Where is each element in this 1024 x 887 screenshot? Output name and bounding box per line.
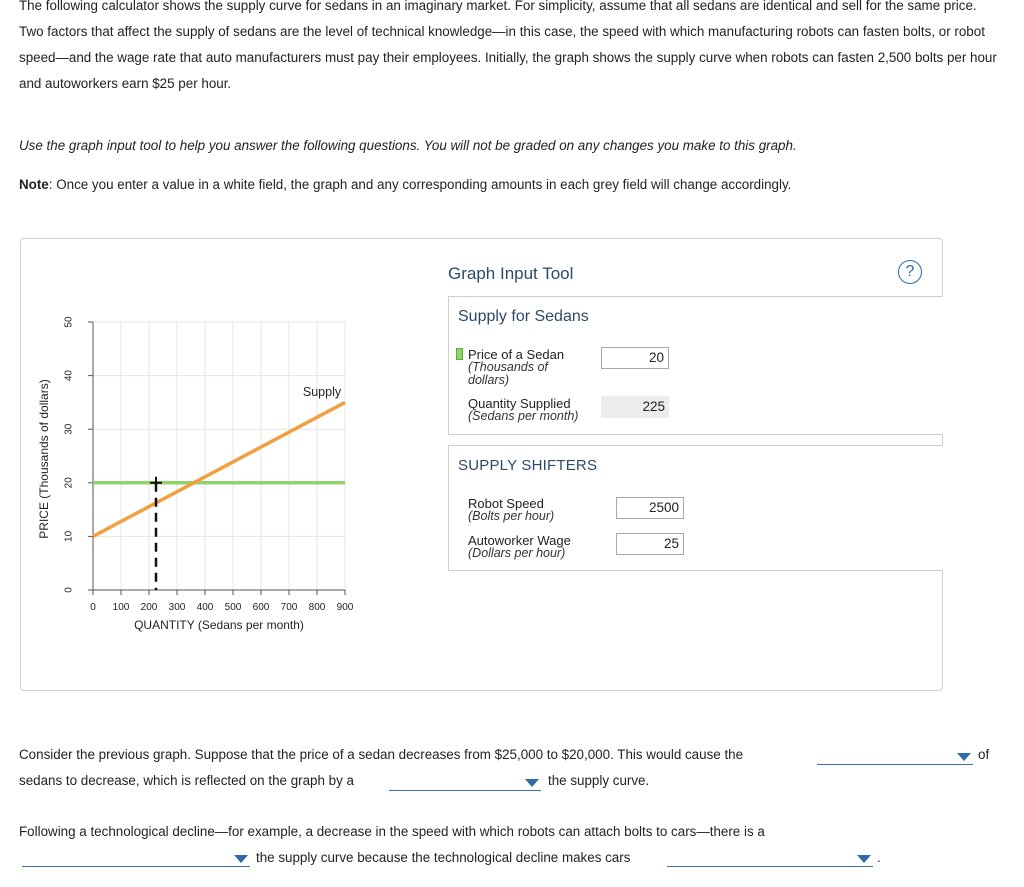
question1-text-part4: the supply curve. (548, 773, 650, 788)
y-tick-label: 20 (63, 477, 75, 489)
note-text (19, 177, 1004, 192)
x-tick-label: 400 (196, 602, 214, 613)
supply-for-sedans-title: Supply for Sedans (458, 308, 589, 325)
question1-text-part3: sedans to decrease, which is reflected on the graph by a (19, 773, 354, 788)
x-tick-label: 700 (280, 602, 298, 613)
x-tick-label: 300 (168, 602, 186, 613)
question2-text-part2: the supply curve because the technological decline makes cars (256, 850, 631, 865)
supply-curve-label: Supply (302, 385, 342, 399)
chevron-down-icon (525, 779, 539, 787)
question-circle-icon[interactable]: ? (898, 260, 922, 284)
supply-shifters-title: SUPPLY SHIFTERS (458, 457, 598, 474)
question2-dropdown-1[interactable] (22, 850, 250, 867)
price-label: Price of a Sedan (468, 347, 565, 362)
autoworker-wage-unit: (Dollars per hour) (468, 546, 566, 560)
question2-text-part1: Following a technological decline—for example, a decrease in the speed with which robots can attach bolts to cars—there is a (19, 824, 765, 839)
x-tick-label: 200 (140, 602, 158, 613)
x-tick-label: 800 (308, 602, 326, 613)
chevron-down-icon (957, 753, 971, 761)
y-tick-label: 0 (63, 587, 75, 593)
x-tick-label: 600 (252, 602, 270, 613)
question1-text-part2: of (978, 747, 990, 762)
chevron-down-icon (857, 855, 871, 863)
y-tick-label: 30 (63, 423, 75, 435)
question2-dropdown-2[interactable] (667, 850, 873, 867)
price-unit-line1: (Thousands of (468, 360, 548, 374)
question1-dropdown-2[interactable] (389, 774, 541, 791)
quantity-supplied-label: Quantity Supplied (468, 396, 571, 411)
question1-text-part1: Consider the previous graph. Suppose that the price of a sedan decreases from $25,000 to $20,000. This would cause the (19, 747, 744, 762)
y-tick-label: 40 (63, 370, 75, 382)
price-input[interactable]: 20 (601, 347, 669, 369)
x-tick-label: 0 (90, 602, 96, 613)
graph-input-tool-title: Graph Input Tool (448, 264, 574, 283)
note-body: : Once you enter a value in a white field, the graph and any corresponding amounts in each grey field will change accordingly. (48, 177, 792, 192)
autoworker-wage-label: Autoworker Wage (468, 533, 571, 548)
intro-paragraph: The following calculator shows the supply curve for sedans in an imaginary market. For simplicity, assume that all sedans are identical and sell for the same price. Two factors that affect the supply of sedans are the level of technical knowledge—in this case, the speed with which manufacturing robots can fasten bolts, or robot speed—and the wage rate that auto manufacturers must pay their employees. Initially, the graph shows the supply curve when robots can fasten 2,500 bolts per hour and autoworkers earn $25 per hour. (19, 0, 997, 91)
y-tick-label: 10 (63, 530, 75, 542)
y-tick-label: 50 (63, 316, 75, 328)
price-line-legend-swatch (456, 348, 463, 360)
question2-text-part3: . (877, 850, 881, 865)
y-axis-label: PRICE (Thousands of dollars) (37, 379, 51, 539)
question1-dropdown-1[interactable] (817, 748, 973, 765)
robot-speed-label: Robot Speed (468, 496, 544, 511)
robot-speed-input[interactable]: 2500 (616, 497, 684, 519)
quantity-supplied-value: 225 (601, 396, 669, 418)
x-tick-label: 900 (336, 602, 354, 613)
x-tick-label: 500 (224, 602, 242, 613)
price-unit-line2: dollars) (468, 373, 509, 387)
instructions-text: Use the graph input tool to help you answer the following questions. You will not be graded on any changes you make to this graph. (19, 138, 797, 153)
chevron-down-icon (234, 855, 248, 863)
quantity-supplied-unit: (Sedans per month) (468, 409, 579, 423)
autoworker-wage-input[interactable]: 25 (616, 533, 684, 555)
note-label: Note (19, 177, 49, 192)
x-tick-label: 100 (112, 602, 130, 613)
robot-speed-unit: (Bolts per hour) (468, 509, 555, 523)
x-axis-label: QUANTITY (Sedans per month) (134, 618, 304, 632)
